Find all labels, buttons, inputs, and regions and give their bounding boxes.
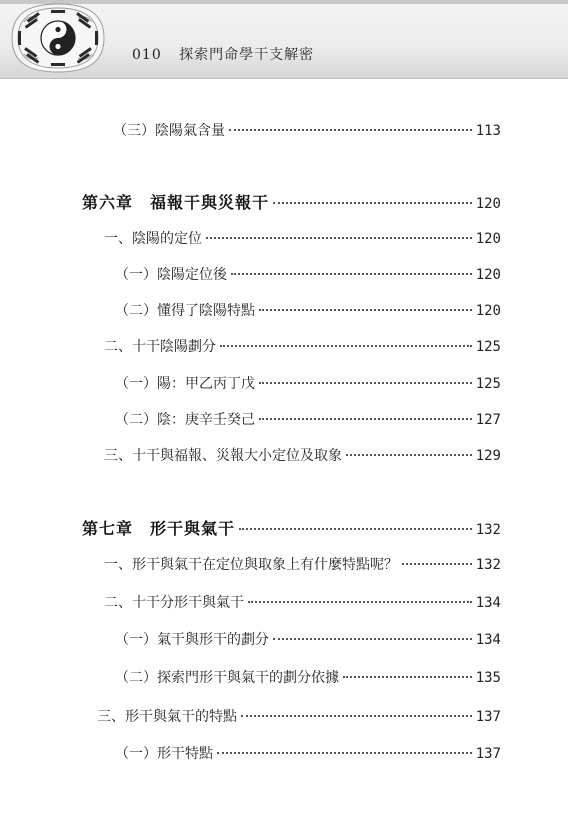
- toc-entry-label: （一）氣干與形干的劃分: [115, 632, 269, 648]
- dot-leader: [346, 454, 472, 456]
- toc-entry-label: （一）形干特點: [115, 746, 213, 762]
- toc-entry-page: 135: [475, 670, 501, 686]
- dot-leader: [239, 528, 472, 530]
- bagua-yin-yang-icon: [4, 2, 112, 74]
- toc-entry[interactable]: [113, 120, 501, 140]
- toc-entry[interactable]: [104, 445, 501, 465]
- toc-entry[interactable]: [104, 592, 501, 612]
- dot-leader: [259, 418, 472, 420]
- toc-entry-page: 120: [475, 231, 501, 247]
- dot-leader: [220, 345, 472, 347]
- dot-leader: [273, 202, 472, 204]
- running-header: [132, 44, 314, 64]
- toc-entry-label: （二）陰：庚辛壬癸己: [115, 412, 255, 428]
- toc-entry-page: 127: [475, 412, 501, 428]
- toc-entry-page: 132: [475, 557, 501, 573]
- toc-entry-label: 一、形干與氣干在定位與取象上有什麼特點呢？: [104, 557, 398, 573]
- toc-entry[interactable]: [115, 409, 501, 429]
- toc-entry[interactable]: [115, 300, 501, 320]
- dot-leader: [231, 273, 472, 275]
- toc-entry[interactable]: [104, 228, 501, 248]
- toc-entry[interactable]: [115, 667, 501, 687]
- toc-entry-label: 二、十干分形干與氣干: [104, 595, 244, 611]
- toc-entry[interactable]: [97, 706, 501, 726]
- toc-entry-page: 134: [475, 595, 501, 611]
- toc-entry[interactable]: [115, 373, 501, 393]
- toc-entry-label: （二）探索門形干與氣干的劃分依據: [115, 670, 339, 686]
- dot-leader: [259, 382, 472, 384]
- toc-chapter-label: 第七章 形干與氣干: [82, 519, 236, 538]
- dot-leader: [206, 237, 472, 239]
- dot-leader: [343, 676, 472, 678]
- toc-entry-page: 125: [475, 339, 501, 355]
- toc-entry-page: 137: [475, 746, 501, 762]
- toc-entry-label: （二）懂得了陰陽特點: [115, 303, 255, 319]
- toc-entry[interactable]: [115, 629, 501, 649]
- header-page-number: 010: [132, 47, 162, 63]
- toc-entry-label: 一、陰陽的定位: [104, 231, 202, 247]
- header-book-title: 探索門命學干支解密: [179, 47, 315, 63]
- toc-entry-label: 二、十干陰陽劃分: [104, 339, 216, 355]
- toc-entry[interactable]: [104, 554, 501, 574]
- toc-entry-page: 120: [475, 196, 501, 212]
- toc-entry-page: 132: [475, 522, 501, 538]
- toc-entry-label: （一）陽：甲乙丙丁戊: [115, 376, 255, 392]
- dot-leader: [259, 309, 472, 311]
- toc-entry-page: 113: [475, 123, 501, 139]
- toc-chapter-label: 第六章 福報干與災報干: [82, 193, 270, 212]
- dot-leader: [217, 752, 472, 754]
- toc-entry-page: 120: [475, 267, 501, 283]
- dot-leader: [402, 563, 472, 565]
- toc-entry[interactable]: [115, 264, 501, 284]
- toc-chapter-heading[interactable]: [82, 190, 501, 213]
- dot-leader: [248, 601, 472, 603]
- toc-entry[interactable]: [115, 743, 501, 763]
- toc-entry-label: 三、形干與氣干的特點: [97, 709, 237, 725]
- toc-entry-page: 129: [475, 448, 501, 464]
- toc-entry-label: 三、十干與福報、災報大小定位及取象: [104, 448, 342, 464]
- toc-entry-page: 120: [475, 303, 501, 319]
- toc-entry[interactable]: [104, 336, 501, 356]
- toc-entry-page: 125: [475, 376, 501, 392]
- toc-entry-label: （三）陰陽氣含量: [113, 123, 225, 139]
- toc-entry-page: 134: [475, 632, 501, 648]
- toc-chapter-heading[interactable]: [82, 516, 501, 539]
- dot-leader: [241, 715, 472, 717]
- toc-entry-page: 137: [475, 709, 501, 725]
- dot-leader: [229, 129, 472, 131]
- toc-entry-label: （一）陰陽定位後: [115, 267, 227, 283]
- dot-leader: [273, 638, 472, 640]
